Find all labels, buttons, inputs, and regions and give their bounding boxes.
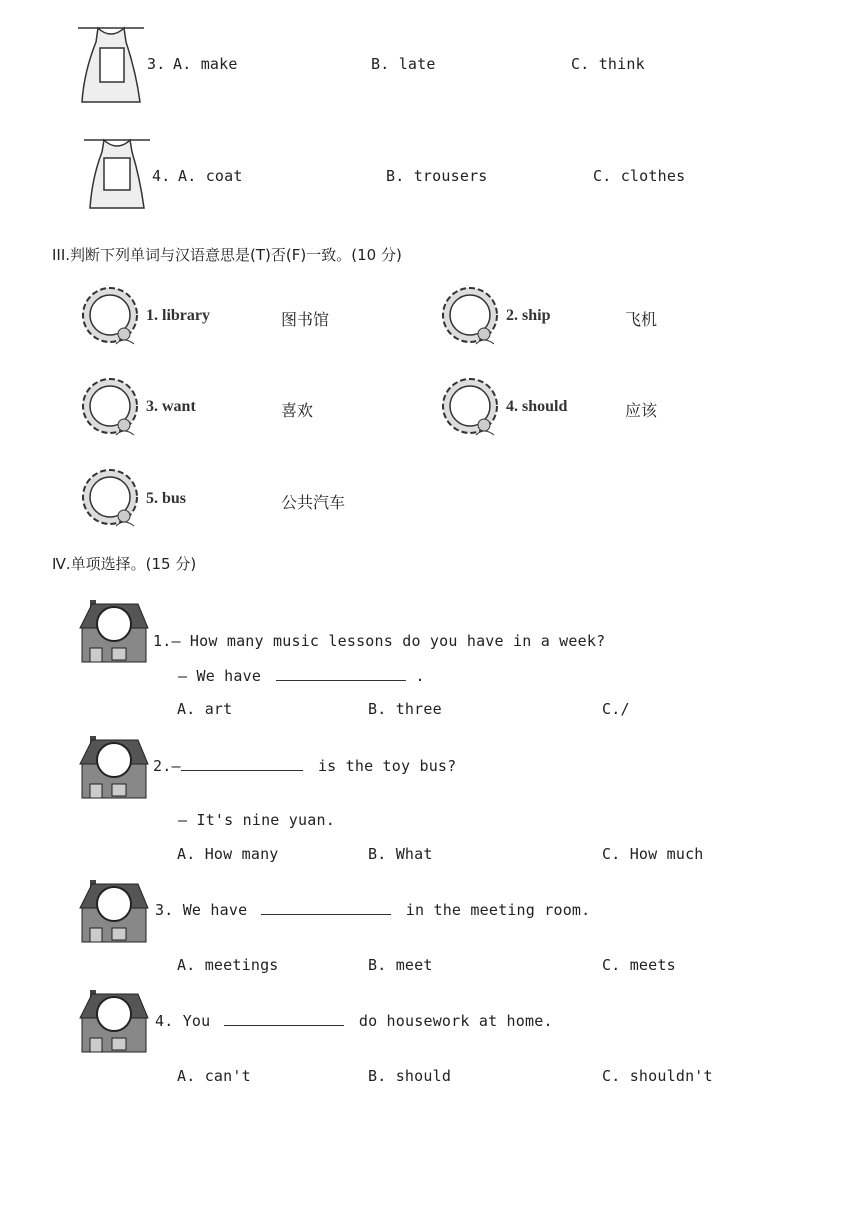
q3-option-b: B. late xyxy=(371,55,436,73)
part4-title: Ⅳ.单项选择。(15 分) xyxy=(52,555,197,573)
meaning-4: 应该 xyxy=(625,401,658,420)
q4-number: 4. xyxy=(152,167,171,185)
q2-line1-post: is the toy bus? xyxy=(317,757,457,775)
word-1: 1. library xyxy=(146,307,210,324)
q4-line1-post: do housework at home. xyxy=(358,1012,553,1030)
q3-line1-post: in the meeting room. xyxy=(405,901,591,919)
q4-line1 xyxy=(155,1011,553,1030)
word-2: 2. ship xyxy=(506,307,551,324)
q3-option-a: A. meetings xyxy=(177,956,279,974)
flower-frame-icon xyxy=(80,286,142,350)
dress-icon xyxy=(84,134,150,212)
meaning-3: 喜欢 xyxy=(281,401,314,420)
dress-icon xyxy=(78,22,144,106)
q3-option-a: A. make xyxy=(173,55,238,73)
q3-number: 3. xyxy=(147,55,166,73)
q2-option-a: A. How many xyxy=(177,845,279,863)
q4-option-c: C. clothes xyxy=(593,167,686,185)
q3-line1-pre: 3. We have xyxy=(155,901,248,919)
q3-option-b: B. meet xyxy=(368,956,433,974)
q4-option-b: B. should xyxy=(368,1067,452,1085)
house-icon xyxy=(78,598,150,664)
q2-line2: — It's nine yuan. xyxy=(178,811,335,829)
q1-line2-post: . xyxy=(415,667,425,685)
word-3: 3. want xyxy=(146,398,196,415)
q3-line1 xyxy=(155,900,590,919)
q2-answer-blank[interactable] xyxy=(181,756,303,771)
q3-option-c: C. meets xyxy=(602,956,676,974)
flower-frame-icon xyxy=(440,377,502,441)
q2-option-c: C. How much xyxy=(602,845,704,863)
q1-line2-pre: — We have xyxy=(178,667,262,685)
q4-option-c: C. shouldn't xyxy=(602,1067,713,1085)
word-5: 5. bus xyxy=(146,490,187,507)
q4-option-b: B. trousers xyxy=(386,167,488,185)
q3-answer-blank[interactable] xyxy=(261,900,391,915)
flower-frame-icon xyxy=(80,468,142,532)
q1-line2 xyxy=(178,666,425,685)
q1-option-b: B. three xyxy=(368,700,442,718)
q1-answer-blank[interactable] xyxy=(276,666,406,681)
q1-line1: 1.— How many music lessons do you have in a week? xyxy=(153,632,606,650)
word-4: 4. should xyxy=(506,398,568,415)
q1-option-c: C./ xyxy=(602,700,630,718)
q4-option-a: A. coat xyxy=(178,167,243,185)
flower-frame-icon xyxy=(440,286,502,350)
q1-option-a: A. art xyxy=(177,700,233,718)
q4-line1-pre: 4. You xyxy=(155,1012,211,1030)
part3-title: III.判断下列单词与汉语意思是(T)否(F)一致。(10 分) xyxy=(52,246,402,264)
q4-answer-blank[interactable] xyxy=(224,1011,344,1026)
house-icon xyxy=(78,878,150,944)
q2-line1-pre: 2.— xyxy=(153,757,181,775)
house-icon xyxy=(78,988,150,1054)
q4-option-a: A. can't xyxy=(177,1067,251,1085)
q2-option-b: B. What xyxy=(368,845,433,863)
meaning-5: 公共汽车 xyxy=(281,493,346,512)
house-icon xyxy=(78,734,150,800)
meaning-1: 图书馆 xyxy=(281,310,330,329)
q2-line1 xyxy=(153,756,456,775)
q3-option-c: C. think xyxy=(571,55,645,73)
flower-frame-icon xyxy=(80,377,142,441)
meaning-2: 飞机 xyxy=(625,310,658,329)
